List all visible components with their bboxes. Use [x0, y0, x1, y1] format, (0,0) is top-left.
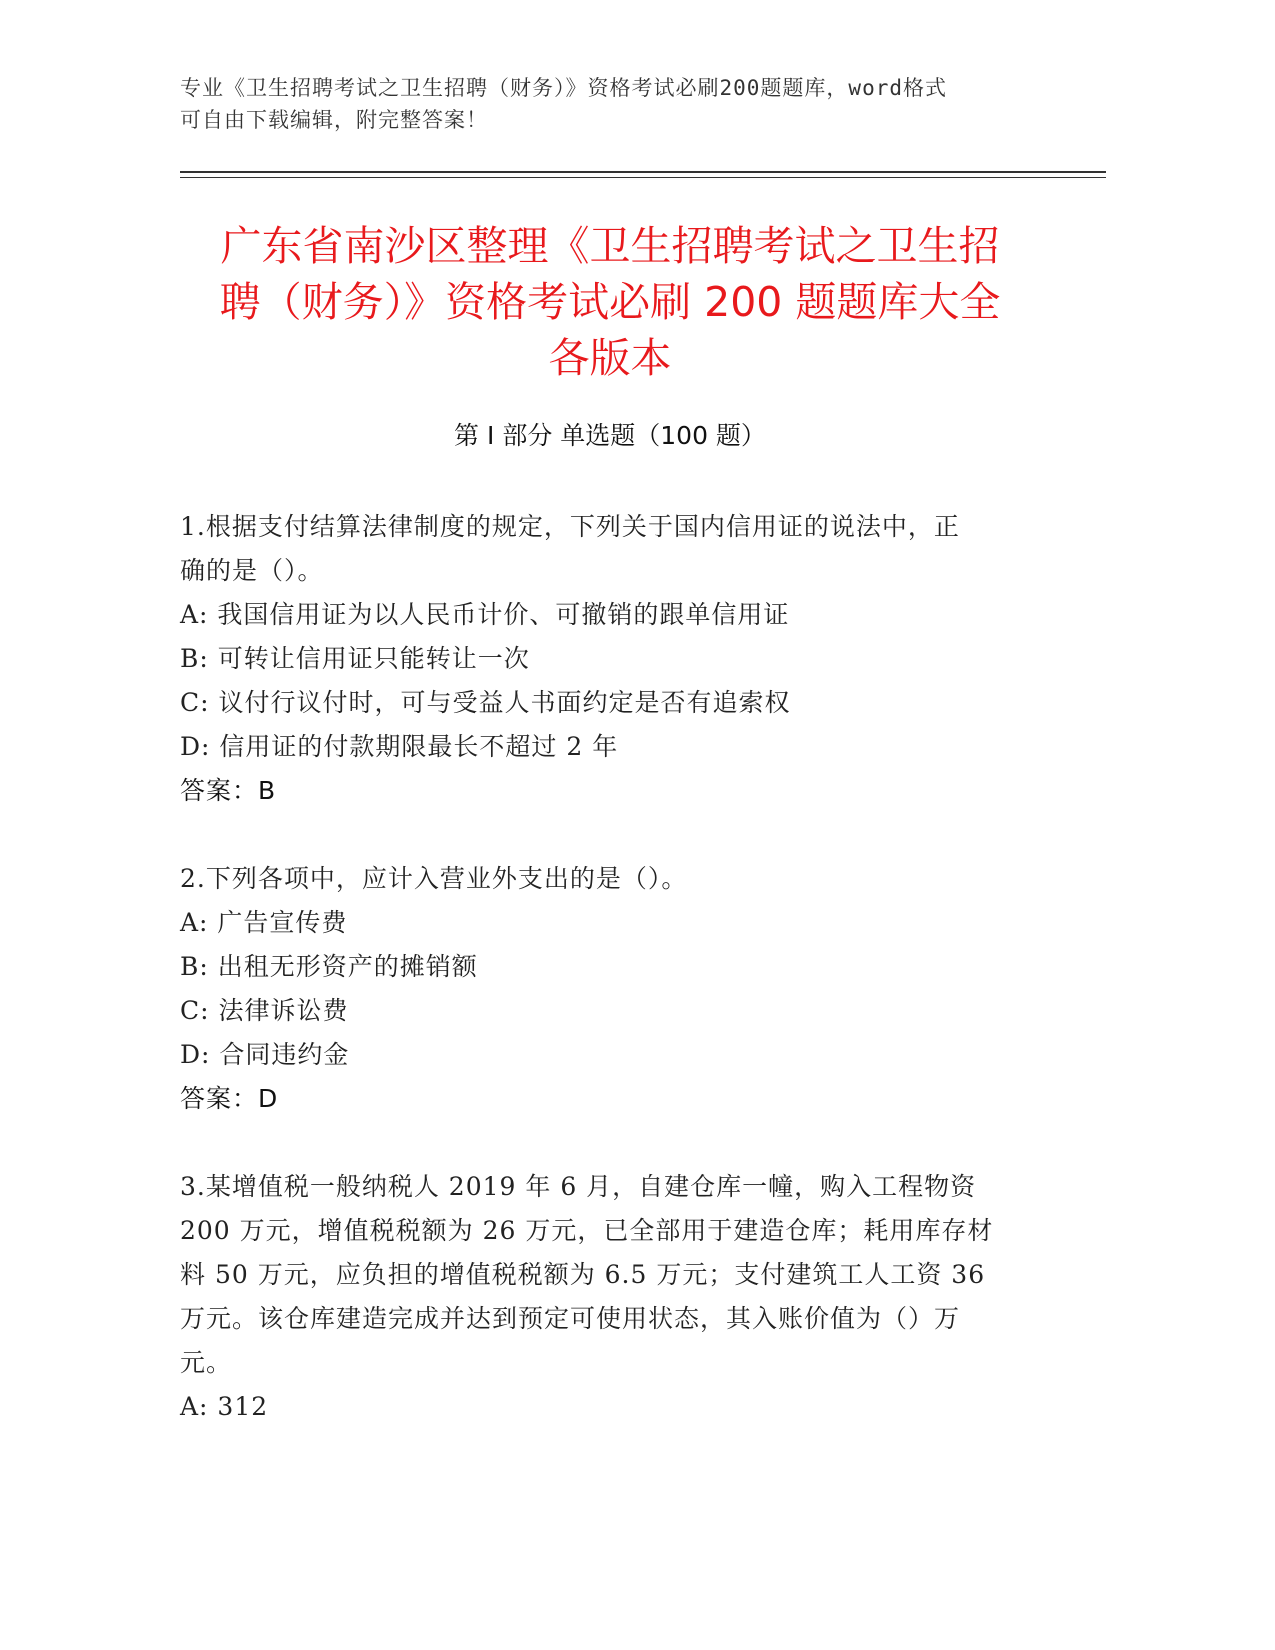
question-stem-line: 万元。该仓库建造完成并达到预定可使用状态，其入账价值为（）万 — [180, 1304, 961, 1333]
question-stem-line: 确的是（）。 — [180, 556, 324, 585]
section-heading: 第 I 部分 单选题（100 题） — [454, 421, 766, 450]
question-stem-line: 1.根据支付结算法律制度的规定，下列关于国内信用证的说法中，正 — [180, 512, 960, 541]
document-title — [180, 218, 1040, 386]
option-b: B: 可转让信用证只能转让一次 — [180, 644, 530, 673]
option-c: C: 法律诉讼费 — [180, 996, 349, 1025]
header-rule-thin — [180, 177, 1106, 178]
option-a: A: 312 — [180, 1392, 269, 1421]
question-stem-line: 3.某增值税一般纳税人 2019 年 6 月，自建仓库一幢，购入工程物资 — [180, 1172, 977, 1201]
question-list — [180, 505, 1040, 1473]
option-d: D: 合同违约金 — [180, 1040, 350, 1069]
question-stem-line: 200 万元，增值税税额为 26 万元，已全部用于建造仓库；耗用库存材 — [180, 1216, 994, 1245]
option-d: D: 信用证的付款期限最长不超过 2 年 — [180, 732, 619, 761]
title-line-1: 广东省南沙区整理《卫生招聘考试之卫生招 — [220, 222, 1000, 270]
question-2 — [180, 857, 1040, 1121]
header-rule-thick — [180, 171, 1106, 173]
question-stem-line: 元。 — [180, 1348, 233, 1377]
option-a: A: 广告宣传费 — [180, 908, 348, 937]
title-line-3: 各版本 — [548, 334, 672, 382]
title-line-2: 聘（财务）》资格考试必刷 200 题题库大全 — [219, 278, 1001, 326]
question-stem-line: 料 50 万元，应负担的增值税税额为 6.5 万元；支付建筑工人工资 36 — [180, 1260, 986, 1289]
option-c: C: 议付行议付时，可与受益人书面约定是否有追索权 — [180, 688, 791, 717]
header-line-1: 专业《卫生招聘考试之卫生招聘（财务）》资格考试必刷200题题库，word格式 — [180, 76, 947, 100]
answer: 答案：B — [180, 776, 277, 805]
answer: 答案：D — [180, 1084, 279, 1113]
question-1 — [180, 505, 1040, 813]
question-3 — [180, 1165, 1040, 1429]
page-header — [180, 72, 1040, 136]
option-b: B: 出租无形资产的摊销额 — [180, 952, 478, 981]
option-a: A: 我国信用证为以人民币计价、可撤销的跟单信用证 — [180, 600, 790, 629]
header-line-2: 可自由下载编辑，附完整答案！ — [180, 108, 488, 132]
question-stem-line: 2.下列各项中，应计入营业外支出的是（）。 — [180, 864, 688, 893]
